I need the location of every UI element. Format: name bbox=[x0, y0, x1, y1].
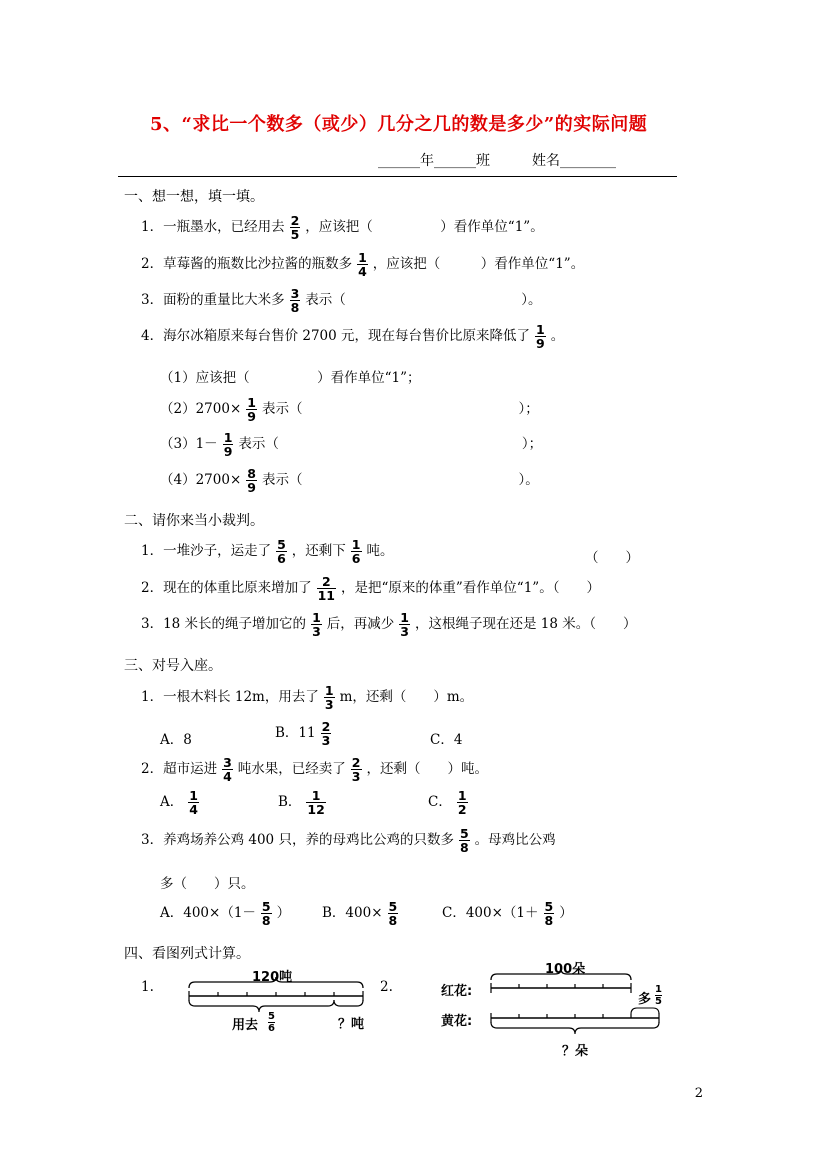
q3-item2-option-b bbox=[278, 789, 331, 816]
text: 3．面粉的重量比大米多 bbox=[141, 292, 285, 308]
diagram2-more-label: 多 bbox=[638, 992, 652, 1007]
fraction: $\frac{3}{4}$ bbox=[223, 755, 232, 784]
text: 表示（ ）。 bbox=[261, 472, 539, 488]
q1-sub4 bbox=[160, 467, 539, 494]
page-number: 2 bbox=[694, 1086, 703, 1101]
text: m，还剩（ ）m。 bbox=[339, 689, 474, 705]
q2-item1 bbox=[141, 538, 394, 565]
diagram1-segment-bar bbox=[185, 976, 367, 1016]
text: 1．一瓶墨水，已经用去 bbox=[141, 219, 285, 235]
q2-item2 bbox=[141, 575, 600, 602]
text: 表示（ ）； bbox=[238, 436, 543, 452]
text: C．400×（1＋ bbox=[442, 905, 539, 921]
divider bbox=[118, 176, 677, 177]
text: 2．超市运进 bbox=[141, 761, 218, 777]
text: （3）1－ bbox=[160, 436, 218, 452]
text: C． bbox=[428, 794, 452, 810]
diagram1-fraction: $\frac{5}{6}$ bbox=[268, 1011, 275, 1034]
text: ，应该把（ ）看作单位“1”。 bbox=[372, 256, 585, 272]
q3-item1-option-a: A．8 bbox=[160, 732, 192, 748]
q1-item2 bbox=[141, 251, 584, 278]
fraction: $\frac{5}{6}$ bbox=[277, 537, 286, 566]
text: ，这根绳子现在还是 18 米。（ ） bbox=[414, 616, 637, 632]
q1-item1 bbox=[141, 214, 544, 241]
q3-item3-option-a bbox=[160, 900, 290, 927]
diagram2-fraction: $\frac{1}{5}$ bbox=[655, 984, 662, 1007]
q1-sub2 bbox=[160, 396, 539, 423]
q1-sub1: （1）应该把（ ）看作单位“1”； bbox=[160, 370, 421, 386]
text: ） bbox=[559, 905, 573, 921]
diagram2-red-label: 红花: bbox=[441, 984, 473, 999]
fraction: $\frac{2}{3}$ bbox=[321, 719, 331, 748]
text: ，还剩（ ）吨。 bbox=[366, 761, 488, 777]
q3-item3-option-c bbox=[442, 900, 573, 927]
diagram2-number: 2. bbox=[380, 979, 393, 995]
q3-item3-option-b bbox=[322, 900, 403, 927]
diagram1-number: 1. bbox=[141, 979, 154, 995]
diagram2-unknown-label: ？朵 bbox=[562, 1044, 589, 1059]
q3-item1-option-b bbox=[275, 720, 336, 747]
text: 1．一根木料长 12m，用去了 bbox=[141, 689, 319, 705]
text: ） bbox=[276, 905, 291, 921]
q1-sub3 bbox=[160, 431, 542, 458]
fraction: $\frac{1}{9}$ bbox=[247, 395, 256, 424]
fraction: $\frac{1}{12}$ bbox=[307, 788, 325, 817]
text: A．400×（1－ bbox=[160, 905, 256, 921]
text: 3．养鸡场养公鸡 400 只，养的母鸡比公鸡的只数多 bbox=[141, 832, 454, 848]
fraction: $\frac{5}{8}$ bbox=[261, 899, 271, 928]
text: 表示（ ）； bbox=[261, 401, 539, 417]
fraction: $\frac{1}{9}$ bbox=[223, 430, 233, 459]
text: （4）2700× bbox=[160, 472, 242, 488]
text: 表示（ ）。 bbox=[305, 292, 542, 308]
class-name-line: ______年______班 姓名________ bbox=[378, 153, 616, 169]
fraction: $\frac{1}{3}$ bbox=[324, 683, 334, 712]
text: 吨。 bbox=[366, 543, 394, 559]
text: 2．草莓酱的瓶数比沙拉酱的瓶数多 bbox=[141, 256, 353, 272]
text: 后，再减少 bbox=[326, 616, 395, 632]
section-4-heading: 四、看图列式计算。 bbox=[124, 946, 250, 962]
q3-item3-cont: 多（ ）只。 bbox=[160, 876, 255, 892]
diagram1-total-label: 120吨 bbox=[252, 970, 293, 985]
q3-item1-option-c: C．4 bbox=[430, 732, 463, 748]
text: ，是把“原来的体重”看作单位“1”。（ ） bbox=[341, 580, 600, 596]
text: 。 bbox=[550, 328, 565, 344]
fraction: $\frac{8}{9}$ bbox=[247, 466, 256, 495]
fraction: $\frac{1}{4}$ bbox=[358, 250, 367, 279]
text: B． bbox=[278, 794, 302, 810]
diagram2-yellow-label: 黄花: bbox=[441, 1014, 473, 1029]
section-1-heading: 一、想一想，填一填。 bbox=[124, 189, 264, 205]
fraction: $\frac{5}{8}$ bbox=[388, 899, 398, 928]
fraction: $\frac{3}{8}$ bbox=[290, 286, 300, 315]
text: B．11 bbox=[275, 725, 316, 741]
section-3-heading: 三、对号入座。 bbox=[124, 658, 222, 674]
text: 1．一堆沙子，运走了 bbox=[141, 543, 272, 559]
fraction: $\frac{1}{2}$ bbox=[457, 788, 467, 817]
text: 吨水果，已经卖了 bbox=[237, 761, 346, 777]
fraction: $\frac{5}{8}$ bbox=[544, 899, 554, 928]
fraction: $\frac{1}{3}$ bbox=[400, 610, 409, 639]
text: 。母鸡比公鸡 bbox=[474, 832, 556, 848]
text: A． bbox=[160, 794, 184, 810]
fraction: $\frac{2}{3}$ bbox=[351, 755, 361, 784]
q1-item3 bbox=[141, 287, 542, 314]
diagram1-used-label: 用去 bbox=[232, 1018, 259, 1033]
text: 2．现在的体重比原来增加了 bbox=[141, 580, 312, 596]
fraction: $\frac{2}{11}$ bbox=[317, 574, 335, 603]
section-2-heading: 二、请你来当小裁判。 bbox=[124, 513, 264, 529]
q2-item3 bbox=[141, 611, 636, 638]
q3-item2-option-c bbox=[428, 789, 473, 816]
fraction: $\frac{1}{3}$ bbox=[312, 610, 321, 639]
fraction: $\frac{1}{9}$ bbox=[536, 322, 545, 351]
text: 3．18 米长的绳子增加它的 bbox=[141, 616, 307, 632]
q3-item1 bbox=[141, 684, 473, 711]
text: ，还剩下 bbox=[291, 543, 346, 559]
q3-item2-option-a bbox=[160, 789, 204, 816]
fraction: $\frac{2}{5}$ bbox=[290, 213, 300, 242]
q2-item1-paren: （ ） bbox=[585, 550, 639, 566]
q3-item3 bbox=[141, 827, 556, 854]
q1-item4 bbox=[141, 323, 564, 350]
diagram1-unknown-label: ？吨 bbox=[338, 1017, 365, 1032]
diagram2-total-label: 100朵 bbox=[545, 962, 586, 977]
text: B．400× bbox=[322, 905, 383, 921]
page-title: 5、“求比一个数多（或少）几分之几的数是多少”的实际问题 bbox=[150, 114, 648, 135]
text: 4．海尔冰箱原来每台售价 2700 元，现在每台售价比原来降低了 bbox=[141, 328, 531, 344]
fraction: $\frac{1}{4}$ bbox=[189, 788, 198, 817]
fraction: $\frac{5}{8}$ bbox=[459, 826, 469, 855]
fraction: $\frac{1}{6}$ bbox=[351, 537, 361, 566]
q3-item2 bbox=[141, 756, 488, 783]
text: ，应该把（ ）看作单位“1”。 bbox=[305, 219, 544, 235]
text: （2）2700× bbox=[160, 401, 242, 417]
